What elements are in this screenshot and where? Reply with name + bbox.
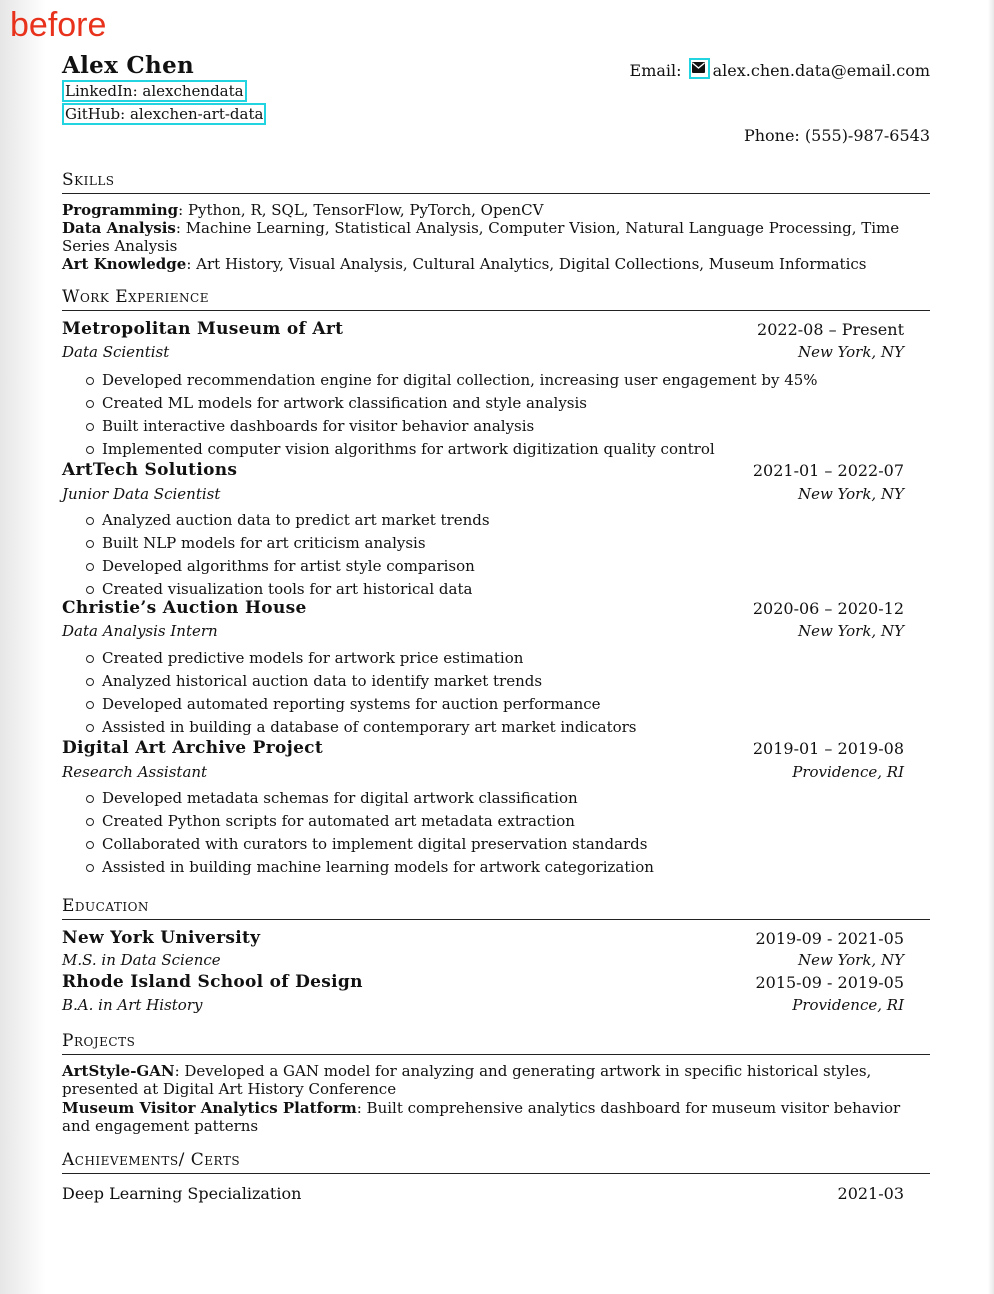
list-item: Collaborated with curators to implement digital preservation standards <box>84 833 654 856</box>
linkedin-link[interactable]: LinkedIn: alexchendata <box>62 80 247 102</box>
candidate-name: Alex Chen <box>62 52 195 79</box>
github-link[interactable]: GitHub: alexchen-art-data <box>62 103 266 125</box>
list-item: Implemented computer vision algorithms for artwork digitization quality control <box>84 438 818 461</box>
project-item <box>62 1099 930 1135</box>
job-role: Data Analysis Intern <box>62 622 218 640</box>
education-school: New York University <box>62 928 261 948</box>
project-name: Museum Visitor Analytics Platform <box>62 1099 357 1117</box>
job-bullets <box>84 509 490 601</box>
job-bullets <box>84 647 637 739</box>
skill-row <box>62 255 930 273</box>
education-location: New York, NY <box>797 951 904 969</box>
achievement-date: 2021-03 <box>837 1184 904 1203</box>
education-dates: 2015-09 - 2019-05 <box>755 973 904 992</box>
project-item <box>62 1062 930 1098</box>
job-location: New York, NY <box>797 622 904 640</box>
email-address[interactable]: alex.chen.data@email.com <box>712 61 930 80</box>
list-item: Created predictive models for artwork price estimation <box>84 647 637 670</box>
project-desc: : Developed a GAN model for analyzing and generating artwork in specific historical styles, presented at Digital Art History Conference <box>62 1062 872 1098</box>
project-name: ArtStyle-GAN <box>62 1062 175 1080</box>
list-item: Created visualization tools for art historical data <box>84 578 490 601</box>
job-bullets <box>84 787 654 879</box>
section-skills: Skills <box>62 170 930 194</box>
before-label: before <box>10 6 107 44</box>
job-dates: 2020-06 – 2020-12 <box>752 599 904 618</box>
skill-row <box>62 219 930 255</box>
list-item: Assisted in building machine learning models for artwork categorization <box>84 856 654 879</box>
skills-list <box>62 201 930 273</box>
education-degree: M.S. in Data Science <box>62 951 221 969</box>
envelope-icon[interactable] <box>689 58 710 79</box>
email-line <box>630 58 930 81</box>
job-role: Data Scientist <box>62 343 170 361</box>
skill-label: Programming <box>62 201 179 219</box>
project-desc: : Built comprehensive analytics dashboard for museum visitor behavior and engagement patterns <box>62 1099 901 1135</box>
list-item: Created Python scripts for automated art metadata extraction <box>84 810 654 833</box>
skill-label: Data Analysis <box>62 219 176 237</box>
job-dates: 2022-08 – Present <box>757 320 904 339</box>
job-location: Providence, RI <box>792 763 904 781</box>
skill-value: : Machine Learning, Statistical Analysis, Computer Vision, Natural Language Processing, Time Series Analysis <box>62 219 900 255</box>
skill-value: : Python, R, SQL, TensorFlow, PyTorch, OpenCV <box>178 201 544 219</box>
page-edge-right <box>988 0 994 1294</box>
education-school: Rhode Island School of Design <box>62 972 363 992</box>
education-dates: 2019-09 - 2021-05 <box>755 929 904 948</box>
job-role: Junior Data Scientist <box>62 485 221 503</box>
page-edge-left <box>0 0 46 1294</box>
education-location: Providence, RI <box>792 996 904 1014</box>
job-company: Metropolitan Museum of Art <box>62 319 344 339</box>
list-item: Developed recommendation engine for digital collection, increasing user engagement by 45% <box>84 369 818 392</box>
list-item: Developed metadata schemas for digital artwork classification <box>84 787 654 810</box>
list-item: Built NLP models for art criticism analysis <box>84 532 490 555</box>
list-item: Developed automated reporting systems for auction performance <box>84 693 637 716</box>
job-dates: 2019-01 – 2019-08 <box>752 739 904 758</box>
job-company: Christie’s Auction House <box>62 598 307 618</box>
section-work-experience: Work Experience <box>62 287 930 311</box>
job-bullets <box>84 369 818 461</box>
section-achievements: Achievements/ Certs <box>62 1150 930 1174</box>
list-item: Created ML models for artwork classification and style analysis <box>84 392 818 415</box>
job-location: New York, NY <box>797 343 904 361</box>
job-role: Research Assistant <box>62 763 208 781</box>
skill-value: : Art History, Visual Analysis, Cultural Analytics, Digital Collections, Museum Informatics <box>186 255 867 273</box>
skill-row <box>62 201 930 219</box>
section-education: Education <box>62 896 930 920</box>
education-degree: B.A. in Art History <box>62 996 203 1014</box>
list-item: Developed algorithms for artist style comparison <box>84 555 490 578</box>
job-company: Digital Art Archive Project <box>62 738 323 758</box>
section-projects: Projects <box>62 1031 930 1055</box>
job-location: New York, NY <box>797 485 904 503</box>
list-item: Assisted in building a database of contemporary art market indicators <box>84 716 637 739</box>
list-item: Analyzed auction data to predict art market trends <box>84 509 490 532</box>
achievement-title: Deep Learning Specialization <box>62 1184 302 1203</box>
phone: Phone: (555)-987-6543 <box>743 126 930 145</box>
list-item: Built interactive dashboards for visitor behavior analysis <box>84 415 818 438</box>
job-dates: 2021-01 – 2022-07 <box>752 461 904 480</box>
skill-label: Art Knowledge <box>62 255 187 273</box>
email-label: Email: <box>629 61 682 80</box>
list-item: Analyzed historical auction data to identify market trends <box>84 670 637 693</box>
job-company: ArtTech Solutions <box>62 460 238 480</box>
